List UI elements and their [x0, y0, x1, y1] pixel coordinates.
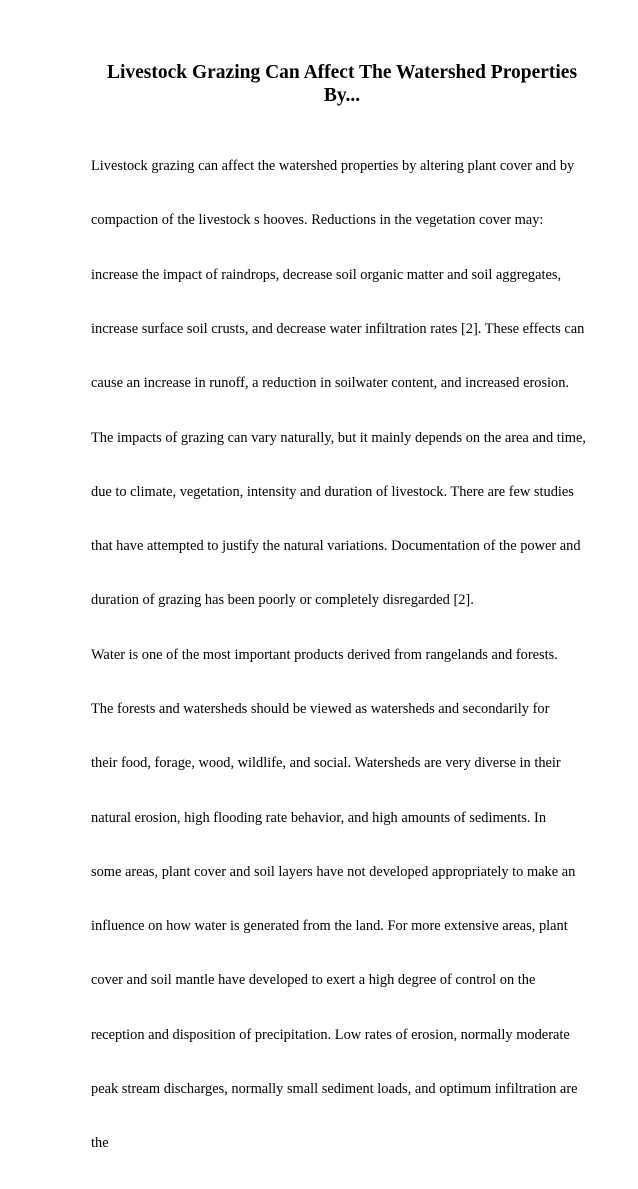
body-line: cover and soil mantle have developed to exert a high degree of control on the	[91, 972, 536, 989]
body-line: The impacts of grazing can vary naturally, but it mainly depends on the area and time,	[91, 429, 586, 446]
body-line: peak stream discharges, normally small sediment loads, and optimum infiltration are	[91, 1080, 578, 1097]
body-line: compaction of the livestock s hooves. Reductions in the vegetation cover may:	[91, 212, 544, 229]
body-line: The forests and watersheds should be viewed as watersheds and secondarily for	[91, 701, 550, 717]
body-line: increase surface soil crusts, and decrease water infiltration rates [2]. These effects can	[91, 321, 585, 338]
body-line: Livestock grazing can affect the watershed properties by altering plant cover and by	[91, 158, 575, 175]
body-line: some areas, plant cover and soil layers have not developed appropriately to make an	[91, 863, 576, 880]
document-body	[91, 121, 601, 1189]
body-line: increase the impact of raindrops, decrease soil organic matter and soil aggregates,	[91, 266, 562, 283]
title-line: Livestock Grazing Can Affect The Watershed Properties	[106, 62, 578, 83]
body-line: reception and disposition of precipitation. Low rates of erosion, normally moderate	[91, 1026, 570, 1043]
body-line: their food, forage, wood, wildlife, and social. Watersheds are very diverse in their	[91, 755, 561, 772]
body-line: duration of grazing has been poorly or completely disregarded [2].	[91, 592, 474, 609]
document-title	[92, 61, 592, 107]
body-line: influence on how water is generated from the land. For more extensive areas, plant	[91, 918, 568, 935]
body-line: that have attempted to justify the natural variations. Documentation of the power and	[91, 538, 581, 555]
body-line: Water is one of the most important products derived from rangelands and forests.	[91, 646, 558, 663]
body-line: the	[91, 1135, 109, 1152]
title-line: By...	[323, 85, 361, 106]
body-line: cause an increase in runoff, a reduction in soilwater content, and increased erosion.	[91, 375, 570, 392]
body-line: natural erosion, high flooding rate behavior, and high amounts of sediments. In	[91, 809, 547, 826]
body-line: due to climate, vegetation, intensity and duration of livestock. There are few studies	[91, 483, 574, 500]
